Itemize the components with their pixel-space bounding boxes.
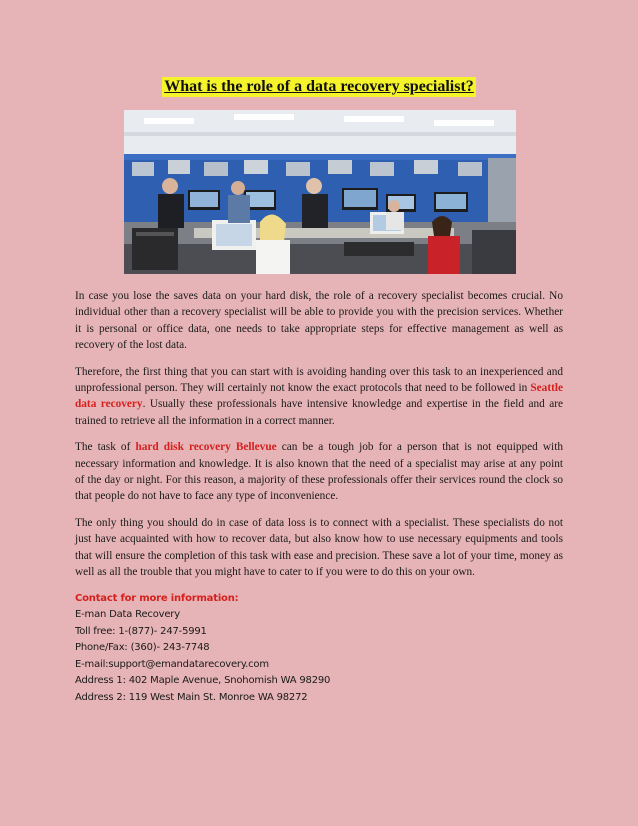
contact-address-2: Address 2: 119 West Main St. Monroe WA 98272 <box>75 692 308 704</box>
paragraph-2-text-a: Therefore, the first thing that you can start with is avoiding handing over this task to an inexperienced and unprofessional person. They will certainly not know the exact protocols that need to be followed in <box>75 365 563 395</box>
paragraph-1: In case you lose the saves data on your hard disk, the role of a recovery specialist becomes crucial. No individual other than a recovery specialist will be able to provide you with the precision services. Whether it is personal or office data, one needs to take appropriate steps for effective management as well as recovery of the lost data. <box>75 290 563 352</box>
paragraph-3-text-b: can be a tough job for a person that is not equipped with necessary information and knowledge. It is also known that the need of a specialist may arise at any point of the day or night. For this reason, a majority of these professionals offer their services round the clock so that people do not have to face any type of inconvenience. <box>75 441 563 503</box>
contact-address-1: Address 1: 402 Maple Avenue, Snohomish WA 98290 <box>75 675 331 687</box>
contact-email[interactable]: E-mail:support@emandatarecovery.com <box>75 658 269 670</box>
lab-photo <box>124 110 516 274</box>
paragraph-3 <box>75 439 563 505</box>
article-body <box>75 288 563 707</box>
contact-phone-fax: Phone/Fax: (360)- 243-7748 <box>75 642 210 654</box>
contact-heading: Contact for more information: <box>75 592 239 604</box>
hard-disk-recovery-link[interactable]: hard disk recovery Bellevue <box>135 441 277 454</box>
paragraph-3-text-a: The task of <box>75 441 136 454</box>
title-container <box>0 77 638 97</box>
paragraph-2-text-b: . Usually these professionals have intensive knowledge and expertise in the field and are trained to retrieve all the information in a correct manner. <box>75 398 563 427</box>
contact-block <box>75 591 563 707</box>
contact-toll-free: Toll free: 1-(877)- 247-5991 <box>75 625 207 637</box>
contact-company: E-man Data Recovery <box>75 609 180 621</box>
paragraph-2 <box>75 364 563 430</box>
paragraph-4: The only thing you should do in case of data loss is to connect with a specialist. These specialists do not just have acquainted with how to recover data, but also know how to use necessary equipments and tools that will ensure the completion of this task with ease and precision. These save a lot of your time, money as well as all the trouble that you might have to cater to if you were to do this on your own. <box>75 516 563 579</box>
seattle-data-recovery-link[interactable]: Seattle data recovery <box>75 382 563 411</box>
page-title: What is the role of a data recovery specialist? <box>164 78 474 95</box>
